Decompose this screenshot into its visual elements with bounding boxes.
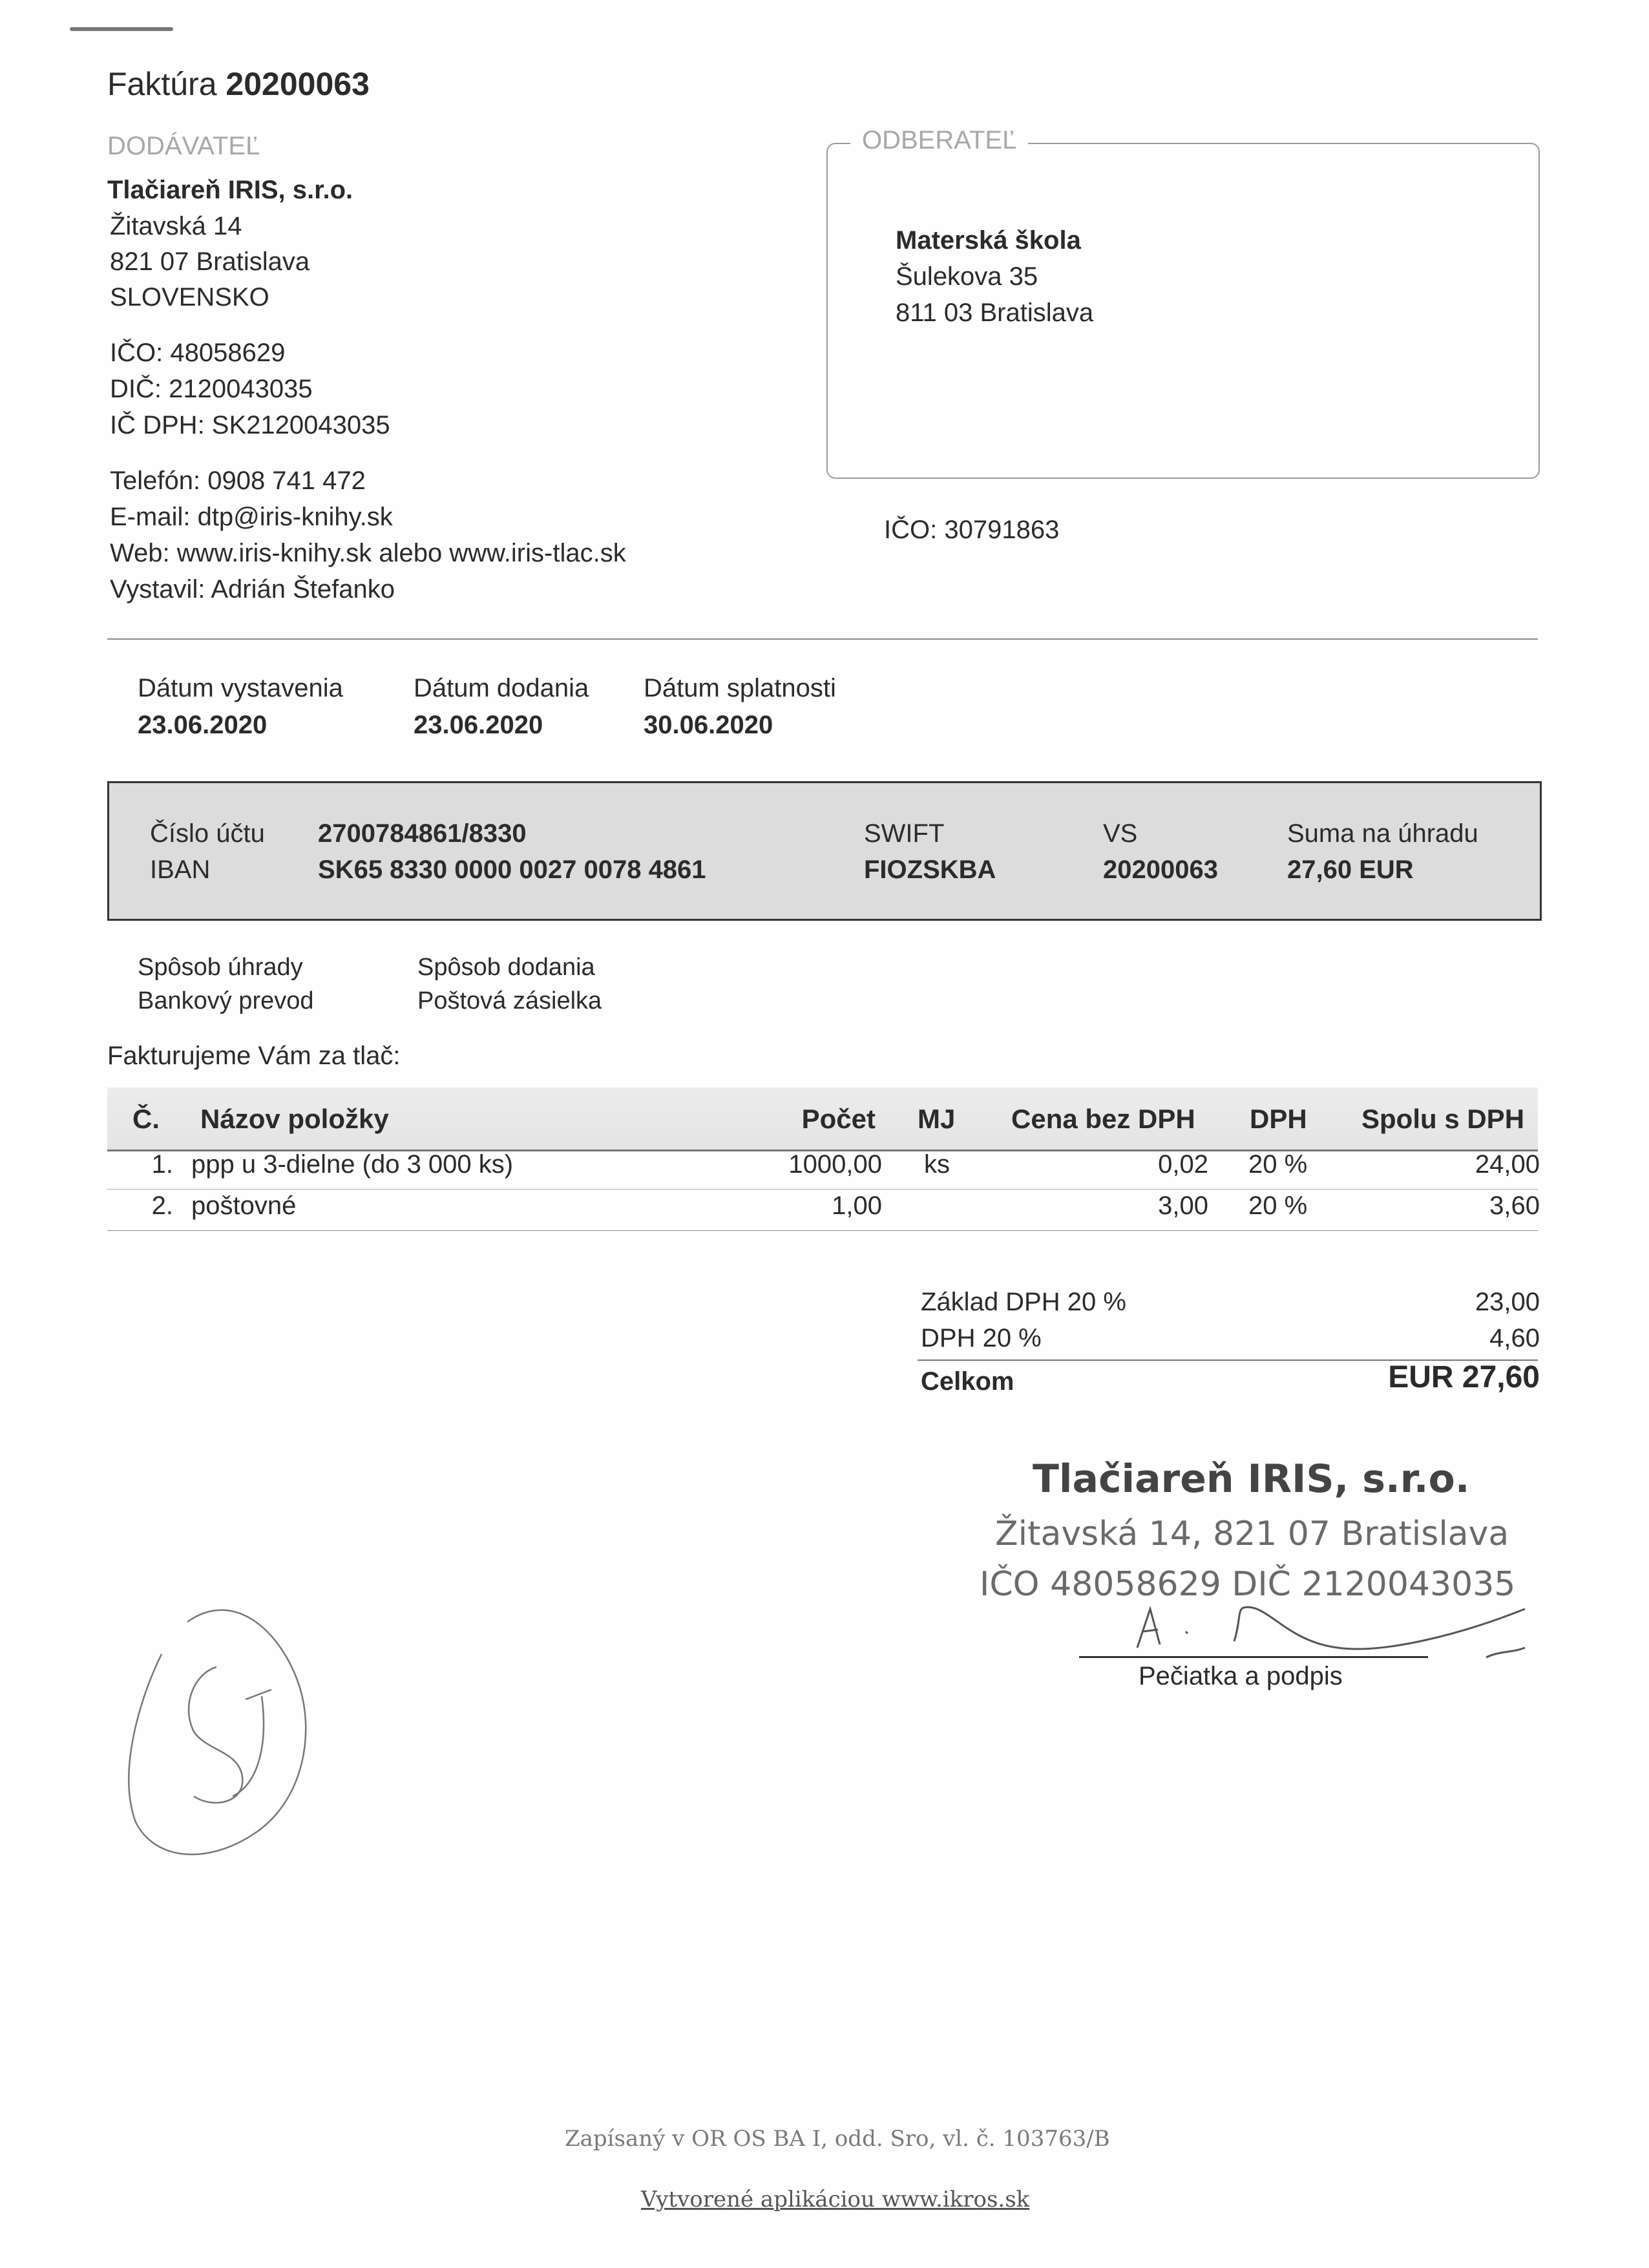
supplier-label: DODÁVATEĽ [107, 132, 260, 160]
supplier-email: E-mail: dtp@iris-knihy.sk [110, 503, 393, 531]
scan-mark [70, 27, 173, 31]
header-no: Č. [132, 1104, 160, 1134]
vs-label: VS [1103, 819, 1138, 848]
delivery-method-value: Poštová zásielka [417, 987, 602, 1014]
supplier-dic: DIČ: 2120043035 [110, 375, 313, 403]
customer-city: 811 03 Bratislava [896, 299, 1094, 327]
supplier-issued-by: Vystavil: Adrián Štefanko [110, 575, 395, 604]
vat-label: DPH 20 % [921, 1324, 1042, 1352]
iban-value: SK65 8330 0000 0027 0078 4861 [318, 856, 706, 884]
customer-street: Šulekova 35 [896, 262, 1038, 291]
vs-value: 20200063 [1103, 856, 1218, 884]
intro-text: Fakturujeme Vám za tlač: [107, 1042, 401, 1070]
supplier-web: Web: www.iris-knihy.sk alebo www.iris-tlac.sk [110, 539, 626, 567]
invoice-number: 20200063 [226, 66, 370, 102]
customer-name: Materská škola [896, 226, 1081, 255]
header-price: Cena bez DPH [1011, 1104, 1195, 1134]
supplier-name: Tlačiareň IRIS, s.r.o. [107, 176, 353, 204]
supplier-city: 821 07 Bratislava [110, 247, 310, 276]
supplier-street: Žitavská 14 [110, 212, 242, 240]
customer-ico: IČO: 30791863 [884, 516, 1060, 544]
header-qty: Počet [801, 1104, 876, 1134]
date-due-label: Dátum splatnosti [644, 674, 836, 702]
total-label: Celkom [921, 1367, 1014, 1396]
amount-value: 27,60 EUR [1287, 856, 1414, 884]
stamp-caption: Pečiatka a podpis [1139, 1662, 1343, 1690]
header-vat: DPH [1250, 1104, 1307, 1134]
row2-name: poštovné [191, 1192, 297, 1220]
stamp-company: Tlačiareň IRIS, s.r.o. [1033, 1456, 1470, 1502]
iban-label: IBAN [150, 856, 211, 884]
supplier-ico: IČO: 48058629 [110, 339, 286, 367]
header-unit: MJ [918, 1104, 956, 1134]
customer-label: ODBERATEĽ [850, 126, 1028, 155]
header-total: Spolu s DPH [1361, 1104, 1525, 1134]
vat-base-label: Základ DPH 20 % [921, 1288, 1126, 1316]
row2-vat: 20 % [1248, 1192, 1308, 1220]
account-number: 2700784861/8330 [318, 819, 527, 848]
row1-no: 1. [151, 1150, 173, 1179]
stamp-ids: IČO 48058629 DIČ 2120043035 [980, 1565, 1516, 1604]
row1-total: 24,00 [1475, 1150, 1540, 1179]
date-due-value: 30.06.2020 [644, 711, 773, 739]
payment-method-label: Spôsob úhrady [138, 954, 303, 981]
date-delivery-label: Dátum dodania [414, 674, 589, 702]
date-delivery-value: 23.06.2020 [414, 711, 543, 739]
supplier-country: SLOVENSKO [110, 283, 269, 311]
date-issue-label: Dátum vystavenia [138, 674, 343, 702]
footer-registry: Zapísaný v OR OS BA I, odd. Sro, vl. č. 103763/B [565, 2126, 1110, 2152]
header-name: Názov položky [200, 1104, 389, 1134]
row1-name: ppp u 3-dielne (do 3 000 ks) [191, 1150, 514, 1179]
invoice-title [107, 65, 370, 103]
swift-value: FIOZSKBA [864, 856, 996, 884]
invoice-title-prefix: Faktúra [107, 66, 217, 102]
handwritten-mark [103, 1538, 336, 1874]
divider [107, 638, 1538, 640]
row-separator [107, 1189, 1538, 1190]
supplier-phone: Telefón: 0908 741 472 [110, 467, 366, 495]
supplier-icdph: IČ DPH: SK2120043035 [110, 411, 390, 439]
row1-vat: 20 % [1248, 1150, 1308, 1179]
payment-method-value: Bankový prevod [138, 987, 314, 1014]
vat-value: 4,60 [1489, 1324, 1540, 1352]
swift-label: SWIFT [864, 819, 945, 848]
row2-no: 2. [151, 1192, 173, 1220]
footer-created[interactable]: Vytvorené aplikáciou www.ikros.sk [641, 2187, 1030, 2212]
row2-total: 3,60 [1489, 1192, 1540, 1220]
row1-qty: 1000,00 [788, 1150, 882, 1179]
row1-unit: ks [924, 1150, 950, 1179]
amount-label: Suma na úhradu [1287, 819, 1478, 848]
delivery-method-label: Spôsob dodania [417, 954, 595, 981]
row2-qty: 1,00 [832, 1192, 882, 1220]
date-issue-value: 23.06.2020 [138, 711, 268, 739]
stamp-address: Žitavská 14, 821 07 Bratislava [995, 1515, 1509, 1553]
row1-price: 0,02 [1158, 1150, 1208, 1179]
table-bottom-line [107, 1230, 1538, 1231]
row2-price: 3,00 [1158, 1192, 1208, 1220]
vat-base-value: 23,00 [1475, 1288, 1540, 1316]
total-value: EUR 27,60 [1388, 1360, 1540, 1394]
account-label: Číslo účtu [150, 819, 265, 848]
